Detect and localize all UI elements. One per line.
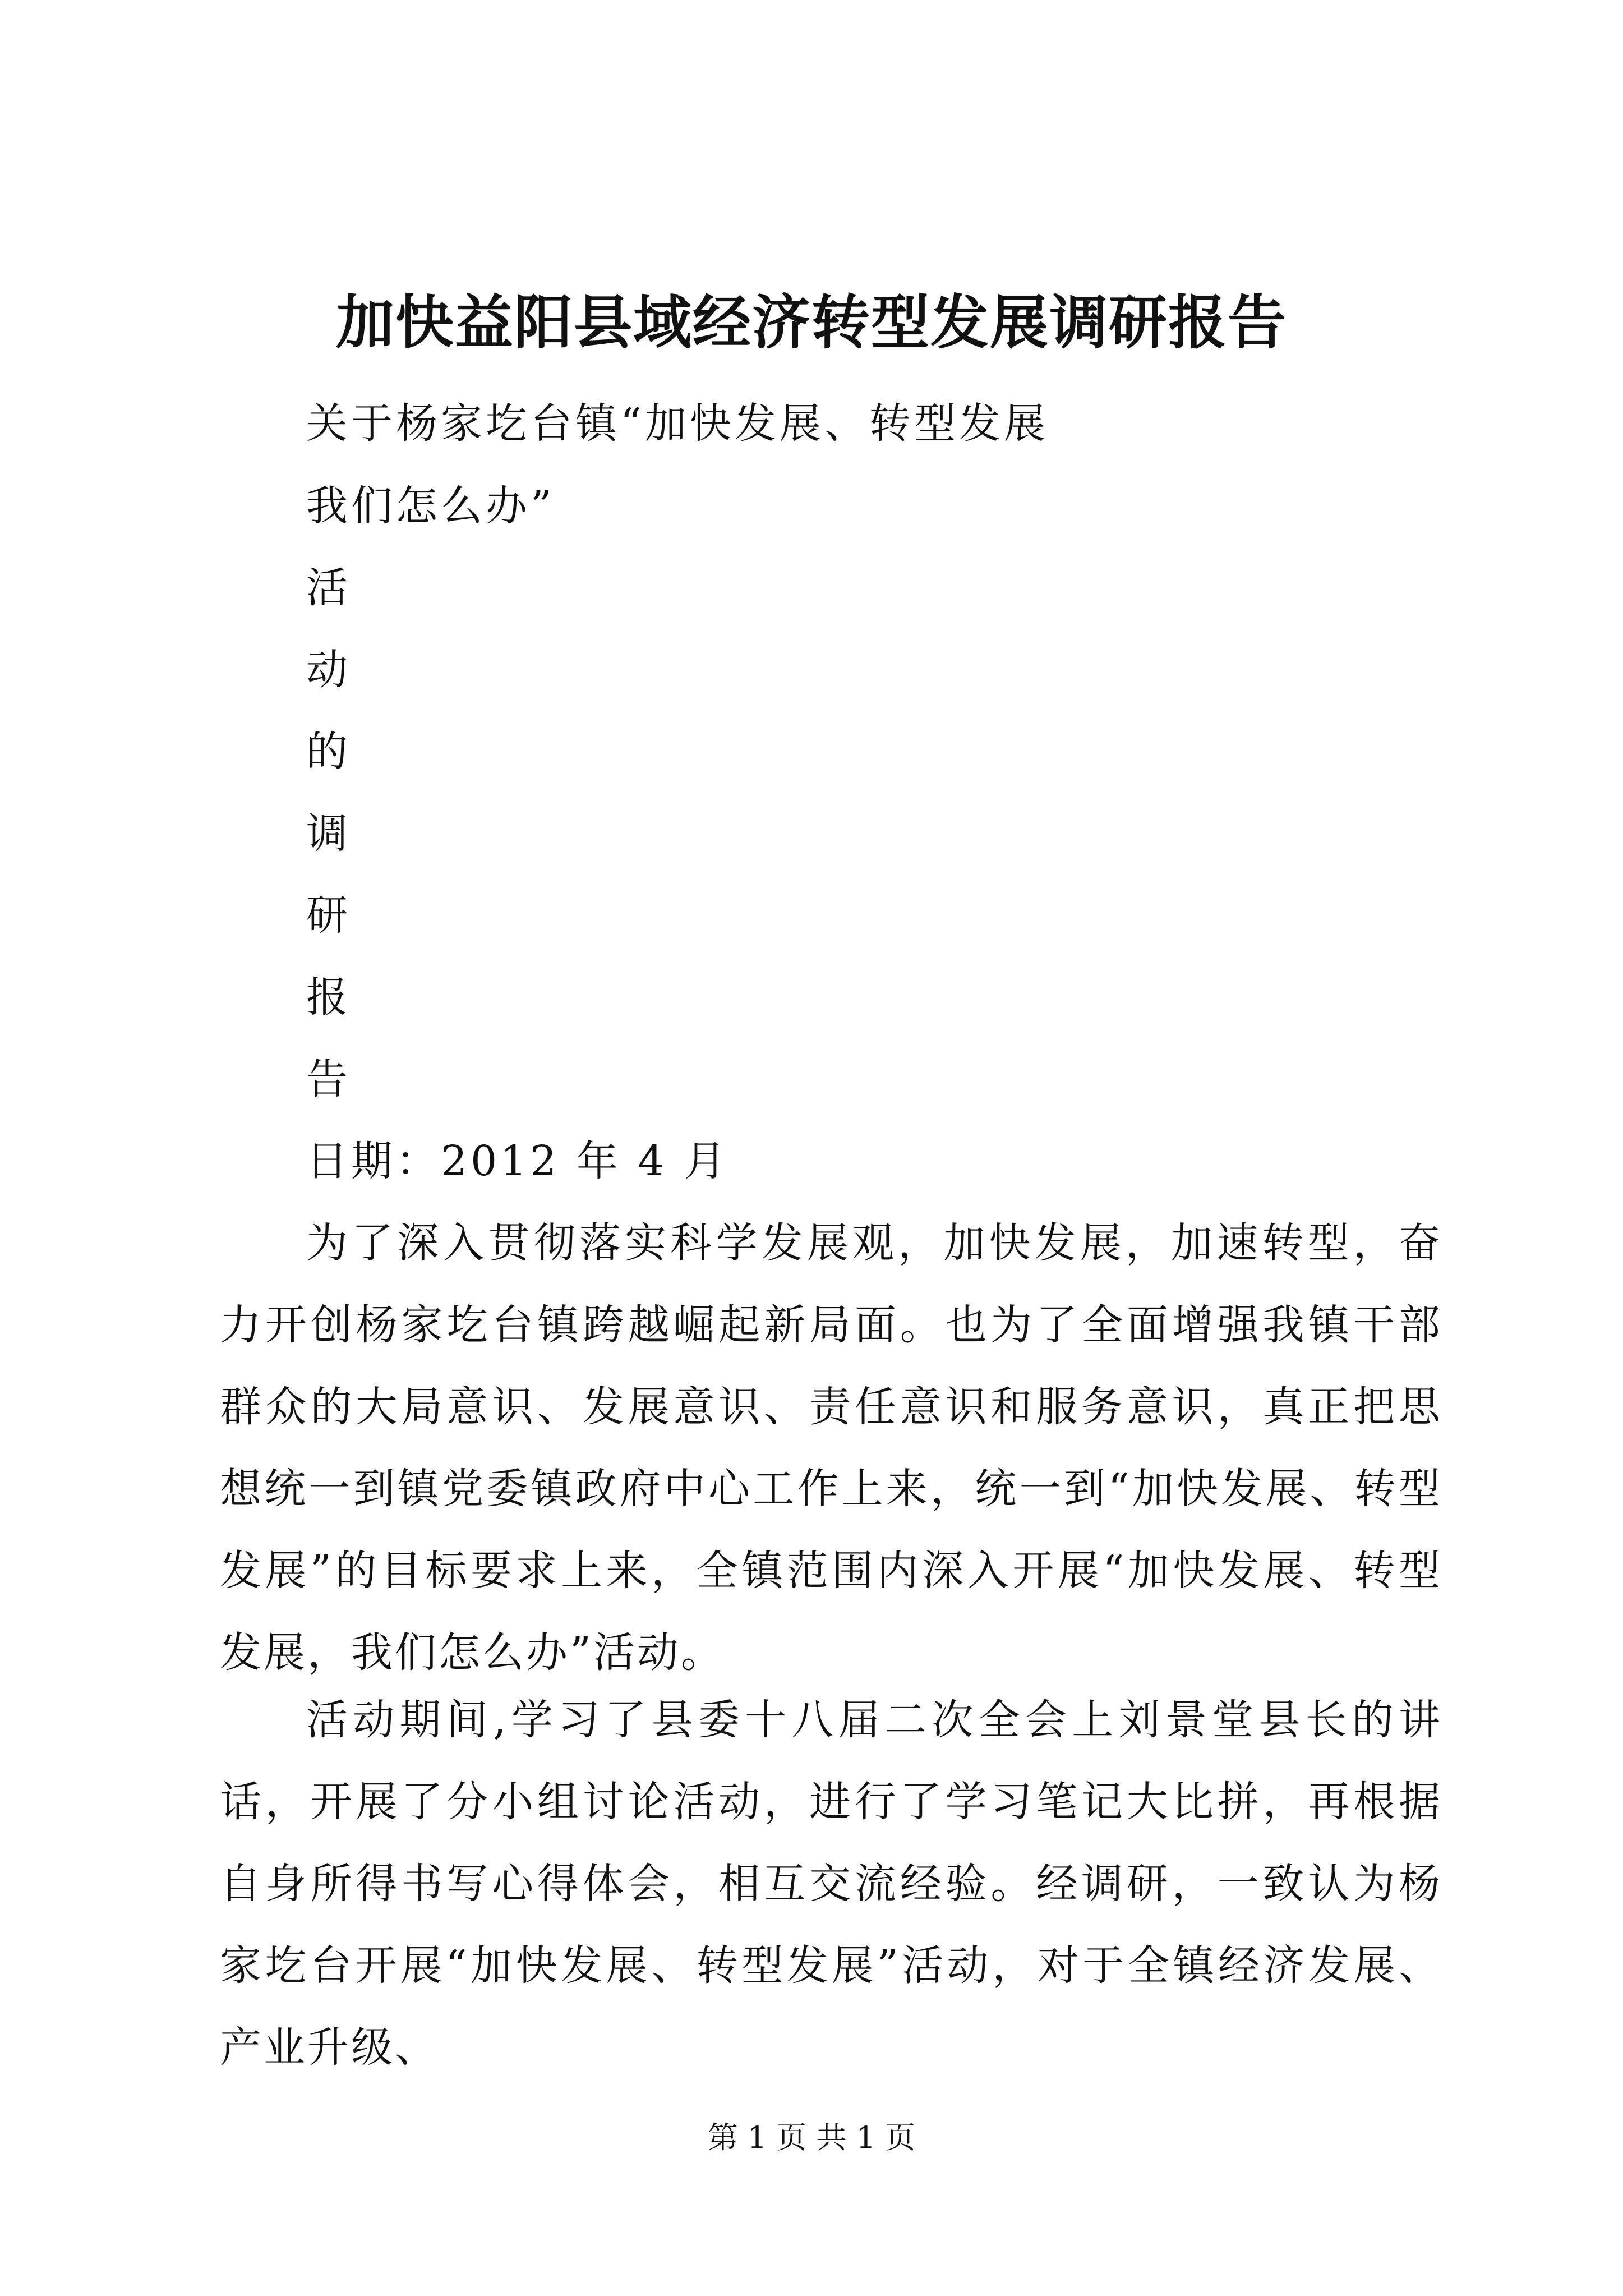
header-line-2: 我们怎么办” bbox=[306, 482, 555, 530]
paragraph-2: 活动期间,学习了县委十八届二次全会上刘景堂县长的讲话，开展了分小组讨论活动，进行了学习笔记大比拼，再根据自身所得书写心得体会，相互交流经验。经调研，一致认为杨家圪台开展“加快发展、转型发展”活动，对于全镇经济发展、产业升级、 bbox=[220, 1696, 1442, 2072]
document-title: 加快益阳县域经济转型发展调研报告 bbox=[335, 288, 1287, 357]
vertical-char-2: 动 bbox=[306, 646, 351, 694]
page-footer: 第 1 页 共 1 页 bbox=[707, 2120, 916, 2155]
vertical-char-7: 告 bbox=[306, 1055, 351, 1103]
date-line: 日期：2012 年 4 月 bbox=[306, 1137, 729, 1185]
vertical-char-1: 活 bbox=[306, 564, 351, 612]
vertical-char-5: 研 bbox=[306, 891, 351, 940]
vertical-char-4: 调 bbox=[306, 809, 351, 858]
paragraph-1: 为了深入贯彻落实科学发展观，加快发展，加速转型，奋力开创杨家圪台镇跨越崛起新局面。也为了全面增强我镇干部群众的大局意识、发展意识、责任意识和服务意识，真正把思想统一到镇党委镇政府中心工作上来，统一到“加快发展、转型发展”的目标要求上来，全镇范围内深入开展“加快发展、转型发展，我们怎么办”活动。 bbox=[220, 1219, 1442, 1677]
vertical-char-3: 的 bbox=[306, 728, 351, 776]
vertical-char-6: 报 bbox=[306, 973, 351, 1022]
header-line-1: 关于杨家圪台镇“加快发展、转型发展 bbox=[306, 399, 1049, 448]
